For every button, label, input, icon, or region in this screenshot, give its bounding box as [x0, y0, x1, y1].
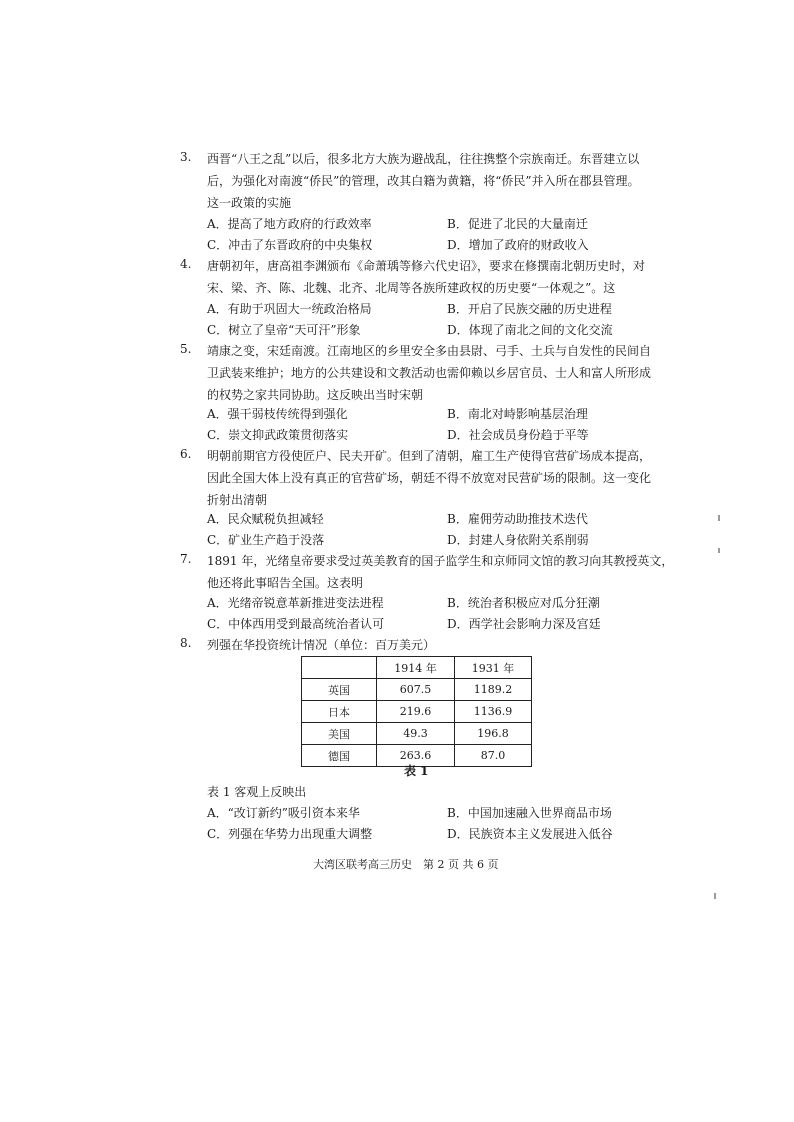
question-stem-line: 的权势之家共同协助。这反映出当时宋朝 — [207, 388, 424, 402]
question-stem-line: 靖康之变，宋廷南渡。江南地区的乡里安全多由县尉、弓手、土兵与自发性的民间自 — [207, 344, 652, 358]
question-stem-line: 唐朝初年，唐高祖李渊颁布《命萧瑀等修六代史诏》，要求在修撰南北朝历史时，对 — [207, 259, 646, 273]
option-c: C．列强在华势力出现重大调整 — [207, 827, 373, 841]
option-d: D．封建人身依附关系削弱 — [447, 533, 589, 547]
table-cell: 87.0 — [455, 745, 532, 767]
option-a: A．民众赋税负担减轻 — [207, 512, 324, 526]
table-row — [302, 701, 532, 723]
question-number: 8. — [180, 636, 192, 650]
option-d: D．增加了政府的财政收入 — [447, 238, 589, 252]
question-stem-line: 1891 年，光绪皇帝要求受过英美教育的国子监学生和京师同文馆的教习向其教授英文， — [207, 554, 674, 568]
option-c: C．矿业生产趋于没落 — [207, 533, 325, 547]
table-header-cell: 1931 年 — [455, 657, 532, 679]
option-b: B．开启了民族交融的历史进程 — [447, 302, 612, 316]
question-stem-line: 列强在华投资统计情况（单位：百万美元） — [207, 638, 436, 652]
question-number: 7. — [180, 552, 192, 566]
table-cell: 49.3 — [377, 723, 455, 745]
table-row — [302, 679, 532, 701]
question-stem-line: 西晋“八王之乱”以后，很多北方大族为避战乱，往往携整个宗族南迁。东晋建立以 — [207, 152, 640, 166]
option-c: C．崇文抑武政策贯彻落实 — [207, 428, 349, 442]
option-d: D．民族资本主义发展进入低谷 — [447, 827, 613, 841]
question-stem-line: 因此全国大体上没有真正的官营矿场，朝廷不得不放宽对民营矿场的限制。这一变化 — [207, 471, 652, 485]
question-number: 3. — [180, 150, 192, 164]
table-caption: 表 1 — [404, 764, 429, 778]
option-b: B．南北对峙影响基层治理 — [447, 407, 588, 421]
table-cell: 1189.2 — [455, 679, 532, 701]
option-a: A．提高了地方政府的行政效率 — [207, 217, 372, 231]
table-cell: 英国 — [302, 679, 377, 701]
page-footer: 大湾区联考高三历史 第 2 页 共 6 页 — [313, 858, 499, 871]
option-c: C．冲击了东晋政府的中央集权 — [207, 238, 373, 252]
table-cell: 美国 — [302, 723, 377, 745]
question-stem-line: 表 1 客观上反映出 — [207, 785, 307, 799]
question-stem-line: 他还将此事昭告全国。这表明 — [207, 576, 364, 590]
question-stem-line: 卫武装来维护；地方的公共建设和文教活动也需仰赖以乡居官员、士人和富人所形成 — [207, 366, 652, 380]
table-cell: 196.8 — [455, 723, 532, 745]
option-b: B．中国加速融入世界商品市场 — [447, 806, 612, 820]
option-b: B．统治者积极应对瓜分狂潮 — [447, 596, 600, 610]
question-stem-line: 后，为强化对南渡“侨民”的管理，改其白籍为黄籍，将“侨民”并入所在郡县管理。 — [207, 174, 640, 188]
table-cell: 日本 — [302, 701, 377, 723]
scan-mark — [718, 515, 720, 521]
table-cell: 1136.9 — [455, 701, 532, 723]
table-header-row — [302, 657, 532, 679]
table-cell: 219.6 — [377, 701, 455, 723]
option-c: C．中体西用受到最高统治者认可 — [207, 617, 385, 631]
option-a: A．有助于巩固大一统政治格局 — [207, 302, 372, 316]
scan-mark — [718, 548, 720, 553]
question-number: 5. — [180, 342, 192, 356]
option-a: A．光绪帝锐意革新推进变法进程 — [207, 596, 384, 610]
table-header-cell — [302, 657, 377, 679]
option-c: C．树立了皇帝“天可汗”形象 — [207, 323, 361, 337]
option-a: A．“改订新约”吸引资本来华 — [207, 806, 360, 820]
question-stem-line: 宋、梁、齐、陈、北魏、北齐、北周等各族所建政权的历史要“一体观之”。这 — [207, 281, 616, 295]
table-cell: 263.6 — [377, 745, 455, 767]
question-stem-line: 明朝前期官方役使匠户、民夫开矿。但到了清朝，雇工生产使得官营矿场成本提高， — [207, 449, 652, 463]
question-stem-line: 这一政策的实施 — [207, 196, 292, 210]
option-d: D．社会成员身份趋于平等 — [447, 428, 589, 442]
question-number: 6. — [180, 447, 192, 461]
question-number: 4. — [180, 257, 192, 271]
investment-table — [301, 656, 532, 767]
option-d: D．西学社会影响力深及宫廷 — [447, 617, 601, 631]
option-d: D．体现了南北之间的文化交流 — [447, 323, 613, 337]
question-stem-line: 折射出清朝 — [207, 493, 268, 507]
table-row — [302, 723, 532, 745]
option-b: B．促进了北民的大量南迁 — [447, 217, 588, 231]
table-header-cell: 1914 年 — [377, 657, 455, 679]
table-cell: 德国 — [302, 745, 377, 767]
scan-mark — [714, 893, 716, 899]
table-cell: 607.5 — [377, 679, 455, 701]
option-b: B．雇佣劳动助推技术迭代 — [447, 512, 588, 526]
option-a: A．强干弱枝传统得到强化 — [207, 407, 348, 421]
